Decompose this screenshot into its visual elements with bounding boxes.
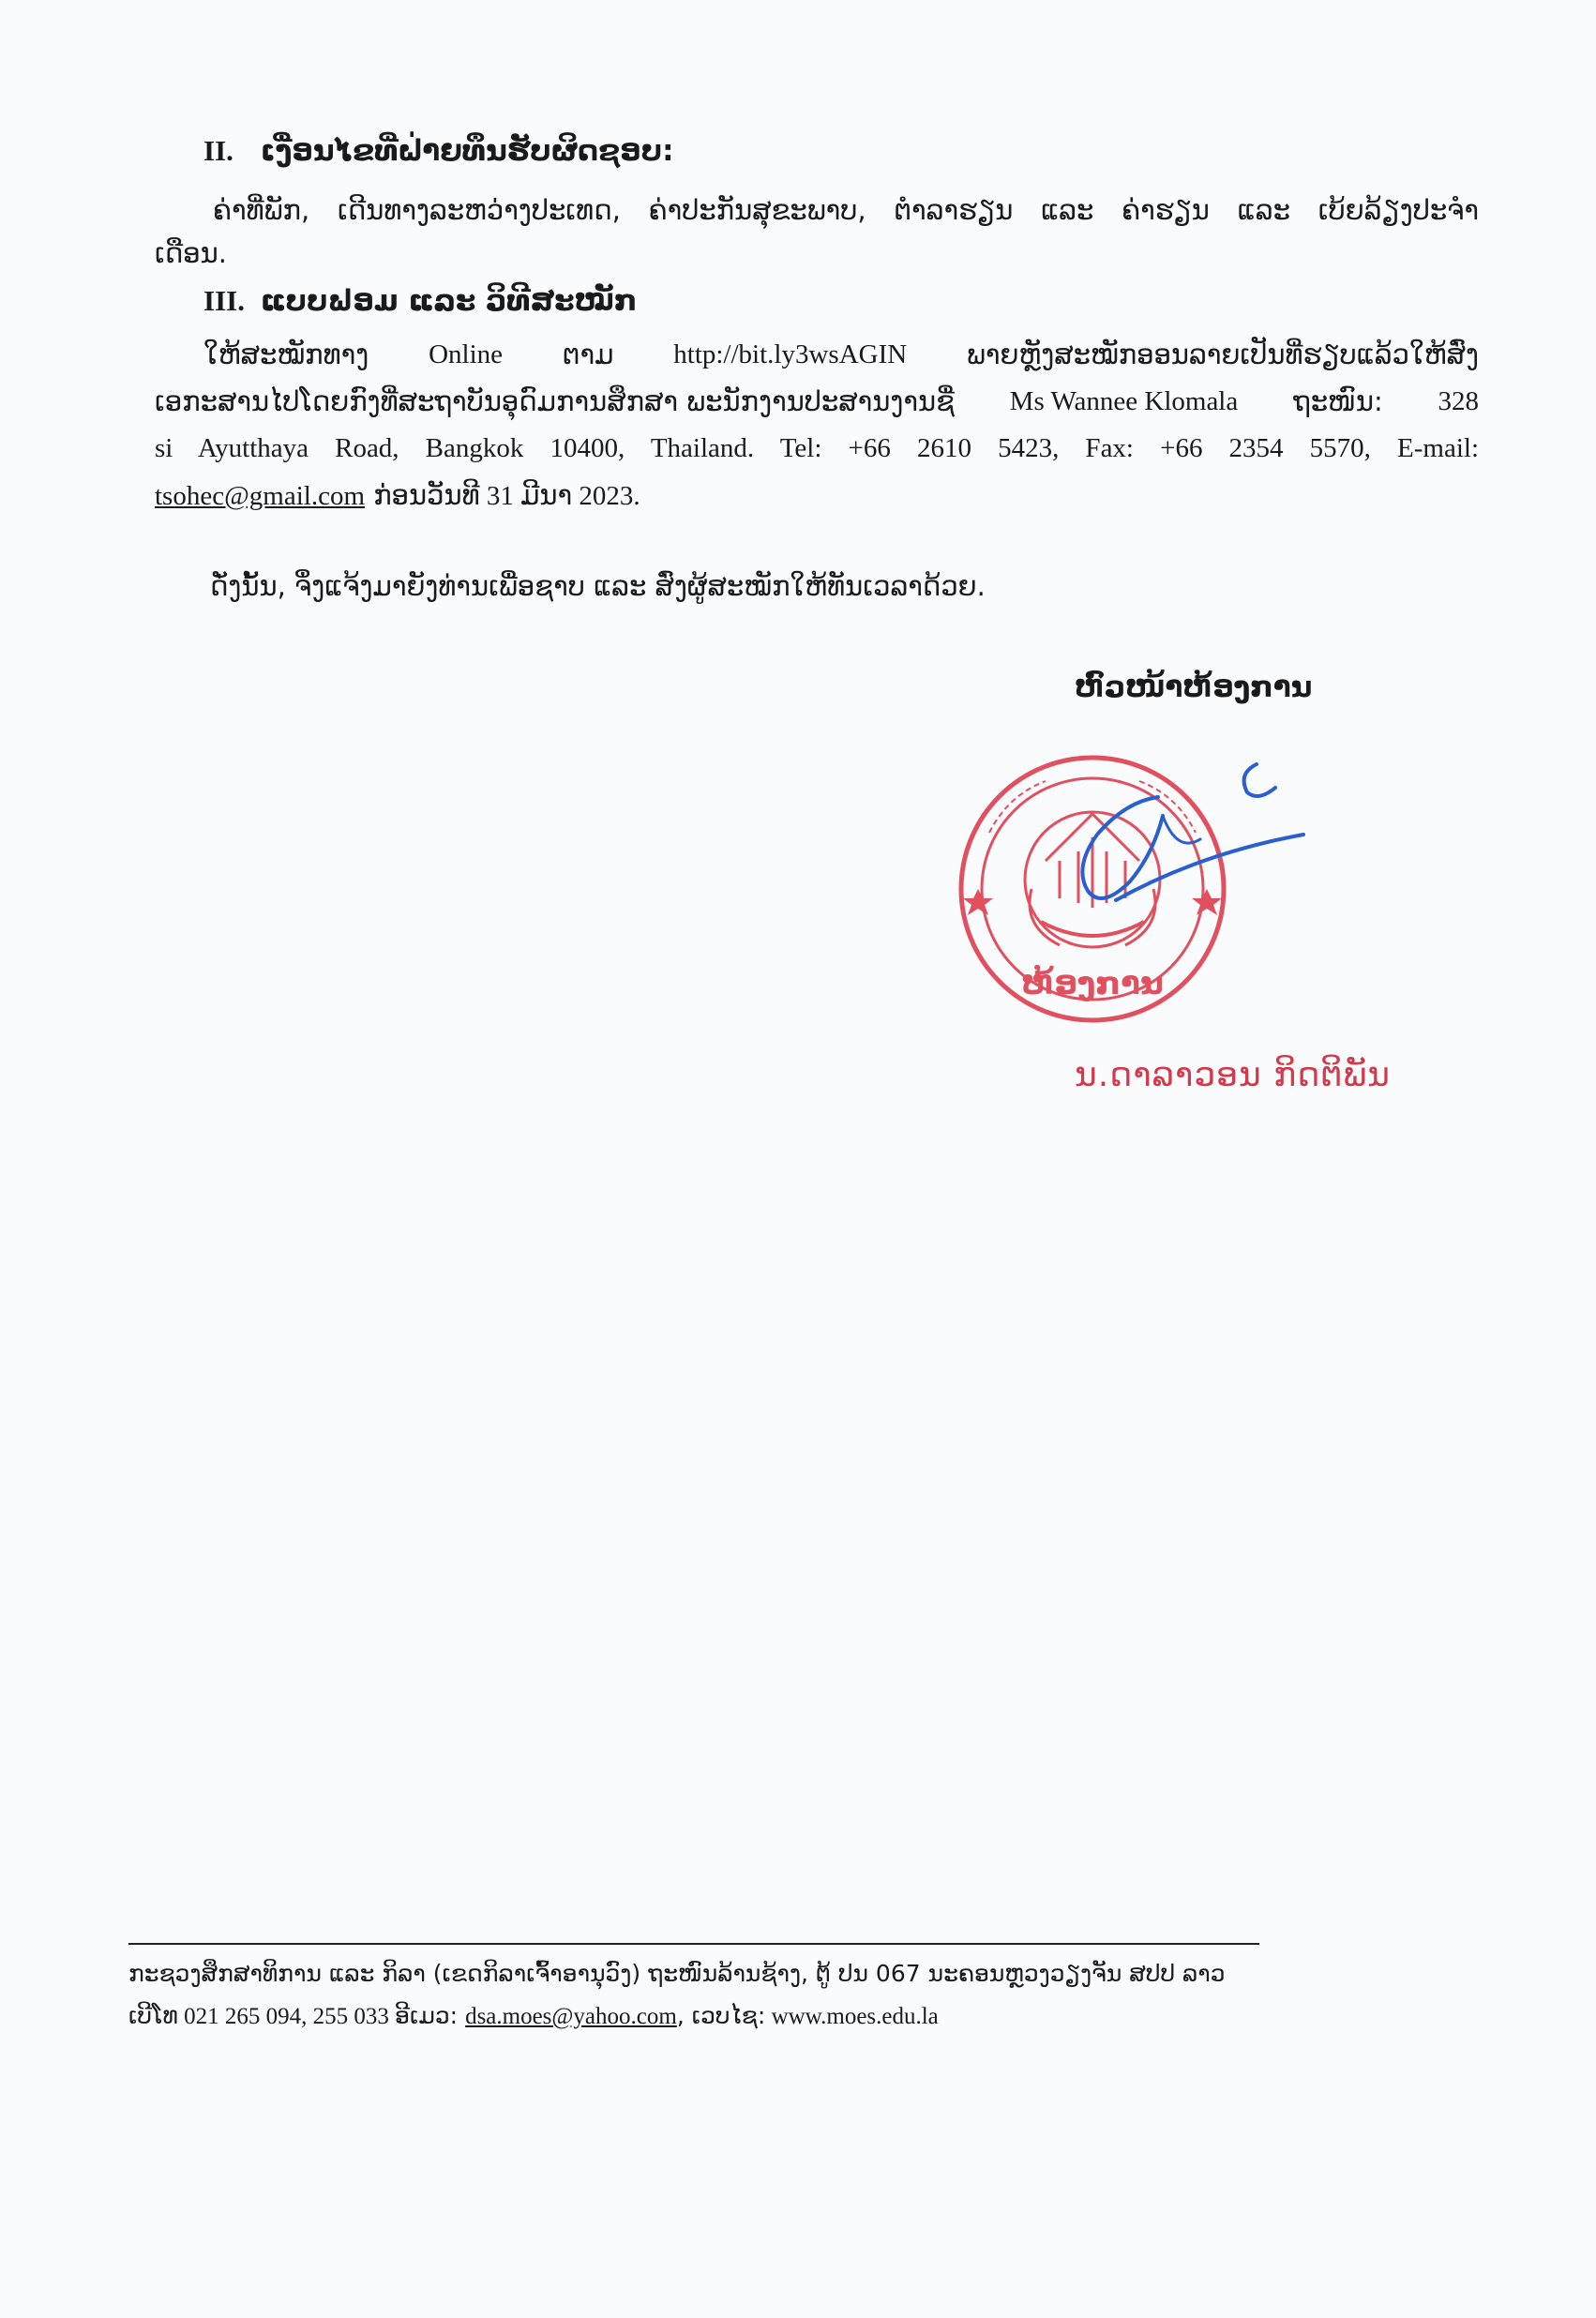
section-3-line2-tail-num: 328 [1438, 386, 1479, 416]
signature-title: ຫົວໜ້າຫ້ອງການ [1075, 670, 1313, 704]
section-2-title: ເງື່ອນໄຂທີ່ຝ່າຍທຶນຮັບຜິດຊອບ: [260, 134, 674, 168]
application-email-link[interactable]: tsohec@gmail.com [155, 481, 366, 511]
section-3-line1 [203, 336, 1479, 373]
section-3-title: ແບບຟອມ ແລະ ວິທີສະໝັກ [260, 284, 638, 318]
footer-web-label: , ເວບໄຊ: [676, 2002, 766, 2029]
handwritten-signature [1060, 750, 1322, 919]
section-3-line2-tail-lao: ຖະໜົນ: [1292, 385, 1383, 417]
section-3-line1-online: Online [429, 339, 504, 369]
footer-phone-label: ເບີໂທ [128, 2002, 178, 2029]
footer-email-label: ອີເມວ: [395, 2002, 459, 2029]
section-3-line3: si Ayutthaya Road, Bangkok 10400, Thailand. Tel: +66 2610 5423, Fax: +66 2354 5570, E-mail: [155, 433, 1479, 463]
section-3-line4-date: 31 [479, 481, 521, 511]
section-3-line2-contact: Ms Wannee Klomala [1009, 386, 1239, 416]
section-3-line4-before: ກ່ອນວັນທີ [365, 479, 480, 511]
section-3-line1-a: ໃຫ້ສະໝັກທາງ [203, 339, 369, 370]
footer-address: ກະຊວງສຶກສາທິການ ແລະ ກິລາ (ເຂດກິລາເຈົ້າອານຸວົງ) ຖະໜົນລ້ານຊ້າງ, ຕູ້ ປນ 067 ນະຄອນຫຼວງວຽງຈັນ ສປປ ລາວ [128, 1960, 1226, 1987]
footer-contact [128, 2000, 939, 2033]
section-3-numeral: III. [203, 284, 245, 317]
footer-website-link[interactable]: www.moes.edu.la [765, 2004, 939, 2029]
signatory-name: ນ.ດາລາວອນ ກິດຕິພັນ [1075, 1056, 1391, 1094]
section-2-numeral: II. [203, 134, 233, 167]
section-3-line1-url[interactable]: http://bit.ly3wsAGIN [673, 339, 908, 369]
section-3-line1-c: ຕາມ [562, 339, 614, 370]
section-3-line4 [155, 476, 640, 515]
section-3-line1-e: ພາຍຫຼັງສະໝັກອອນລາຍເປັນທີ່ຮຽບແລ້ວໃຫ້ສົ່ງ [967, 339, 1479, 370]
section-2-body-line1: ຄ່າທີ່ພັກ, ເດີນທາງລະຫວ່າງປະເທດ, ຄ່າປະກັນສຸຂະພາບ, ຕໍາລາຮຽນ ແລະ ຄ່າຮຽນ ແລະ ເບ້ຍລ້ຽງປະຈໍາ [213, 194, 1479, 226]
section-3-line2 [155, 383, 1479, 420]
footer-divider [128, 1943, 1259, 1945]
section-3-line4-year: 2023. [572, 481, 640, 511]
footer-phone: 021 265 094, 255 033 [177, 2004, 396, 2029]
section-2-body-line2: ເດືອນ. [155, 237, 227, 269]
closing-sentence: ດັ່ງນັ້ນ, ຈຶ່ງແຈ້ງມາຍັງທ່ານເພື່ອຊາບ ແລະ ສົ່ງຜູ້ສະໝັກໃຫ້ທັນເວລາດ້ວຍ. [210, 570, 986, 602]
section-2-heading [203, 131, 674, 171]
section-3-line4-month: ມີນາ [520, 479, 573, 511]
footer-email-link[interactable]: dsa.moes@yahoo.com [465, 2004, 677, 2029]
section-3-line2-lao: ເອກະສານໄປໂດຍກົງທີ່ສະຖາບັນອຸດົມການສຶກສາ ພະນັກງານປະສານງານຊື່ [155, 385, 955, 417]
section-3-heading [203, 281, 637, 321]
stamp-label: ຫ້ອງການ [1021, 965, 1164, 1002]
